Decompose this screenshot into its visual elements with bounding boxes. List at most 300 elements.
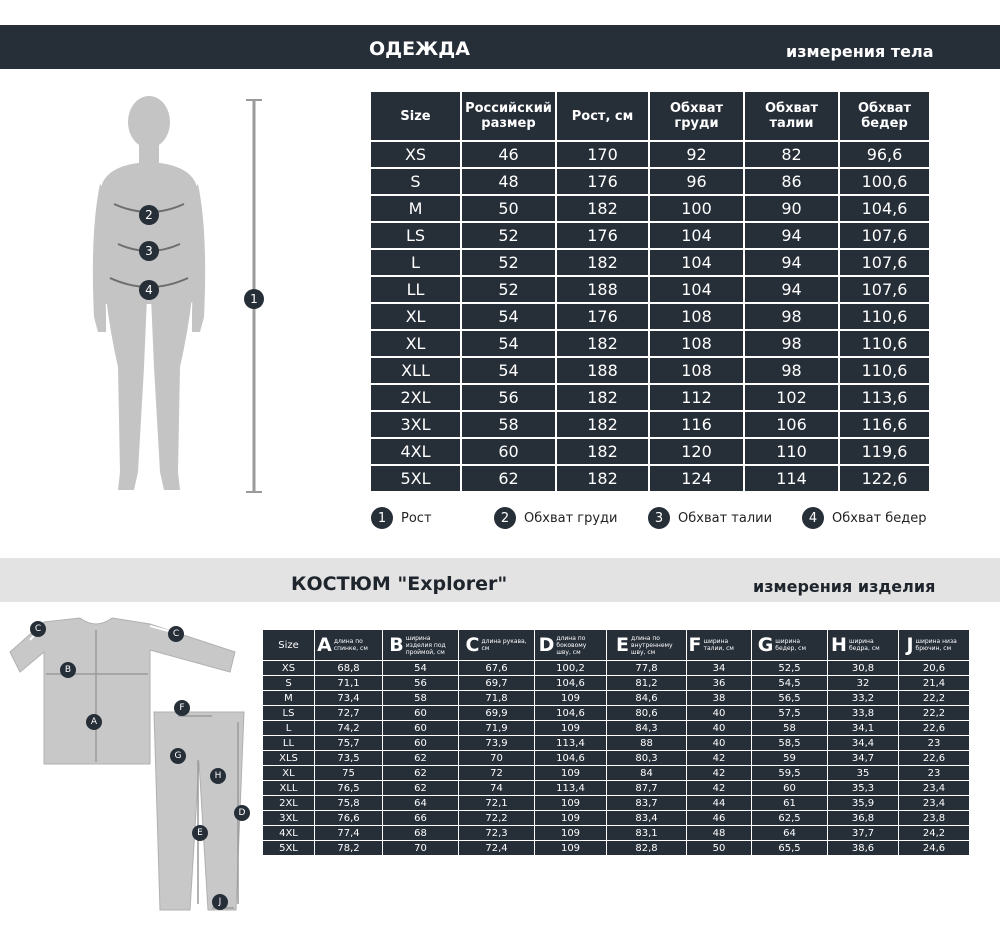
table-row	[263, 676, 969, 690]
column-letter: E	[616, 634, 629, 656]
table-cell: 188	[557, 358, 648, 383]
table-row	[263, 796, 969, 810]
table-cell: 58	[383, 691, 458, 705]
table-cell: 104,6	[535, 751, 606, 765]
table-cell: 5XL	[371, 466, 460, 491]
table-cell: 113,6	[840, 385, 929, 410]
table-cell: 109	[535, 721, 606, 735]
table-cell: L	[263, 721, 314, 735]
table-cell: 70	[383, 841, 458, 855]
table-row	[371, 169, 929, 194]
table-cell: 182	[557, 250, 648, 275]
table-cell: 188	[557, 277, 648, 302]
table-cell: 100	[650, 196, 743, 221]
garment-illustration	[0, 612, 262, 917]
marker-chest-2: 2	[139, 205, 159, 225]
table-cell: 44	[687, 796, 751, 810]
table-cell: 75,7	[315, 736, 382, 750]
legend-item-height	[371, 507, 432, 529]
marker-waist-width-f: F	[174, 700, 190, 716]
table-cell: 182	[557, 385, 648, 410]
table-cell: 84	[607, 766, 686, 780]
table-cell: 58	[752, 721, 827, 735]
column-description: ширина талии, см	[703, 638, 734, 652]
column-letter: B	[389, 634, 404, 656]
table-row	[371, 277, 929, 302]
column-letter: F	[688, 634, 702, 656]
table-cell: 94	[745, 250, 838, 275]
table-cell: 61	[752, 796, 827, 810]
table-cell: 60	[752, 781, 827, 795]
table-cell: 71,8	[459, 691, 534, 705]
column-letter: H	[831, 634, 847, 656]
table-cell: 71,9	[459, 721, 534, 735]
table-cell: 23	[899, 766, 969, 780]
table-cell: LL	[371, 277, 460, 302]
marker-side-length-d: D	[234, 805, 250, 821]
section-subtitle-garment: измерения изделия	[753, 577, 936, 596]
table-cell: L	[371, 250, 460, 275]
table-cell: 83,4	[607, 811, 686, 825]
table-cell: 104,6	[840, 196, 929, 221]
table-cell: 76,6	[315, 811, 382, 825]
table-cell: 38,6	[828, 841, 898, 855]
table-row	[263, 781, 969, 795]
column-header: Российский размер	[462, 92, 555, 140]
table-cell: 56	[462, 385, 555, 410]
column-header: Рост, см	[557, 92, 648, 140]
table-cell: 36	[687, 676, 751, 690]
column-letter: D	[538, 634, 555, 656]
column-header	[535, 630, 606, 660]
legend-label: Обхват груди	[524, 510, 618, 526]
column-description: ширина низа брючин, см	[915, 638, 957, 652]
table-cell: 66	[383, 811, 458, 825]
marker-thigh-width-h: H	[210, 768, 226, 784]
table-row	[371, 358, 929, 383]
table-cell: 100,2	[535, 661, 606, 675]
table-cell: XS	[371, 142, 460, 167]
table-cell: 48	[462, 169, 555, 194]
marker-inseam-length-e: E	[192, 825, 208, 841]
table-cell: 94	[745, 277, 838, 302]
legend-label: Обхват бедер	[832, 510, 927, 526]
table-cell: 38	[687, 691, 751, 705]
table-cell: 72,3	[459, 826, 534, 840]
table-cell: 52	[462, 277, 555, 302]
table-cell: LS	[263, 706, 314, 720]
table-cell: 35,9	[828, 796, 898, 810]
table-cell: 106	[745, 412, 838, 437]
column-description: ширина бедра, см	[848, 638, 880, 652]
column-header	[752, 630, 827, 660]
table-cell: 80,6	[607, 706, 686, 720]
table-cell: 42	[687, 781, 751, 795]
table-cell: 182	[557, 331, 648, 356]
table-cell: 58	[462, 412, 555, 437]
table-cell: 176	[557, 169, 648, 194]
table-cell: 50	[462, 196, 555, 221]
table-row	[263, 736, 969, 750]
legend-item-waist	[648, 507, 772, 529]
table-cell: 70	[459, 751, 534, 765]
marker-sleeve-length-c: C	[30, 621, 46, 637]
table-cell: 36,8	[828, 811, 898, 825]
column-header	[687, 630, 751, 660]
table-cell: 176	[557, 223, 648, 248]
table-cell: 72,7	[315, 706, 382, 720]
table-header-row	[371, 92, 929, 140]
table-cell: 3XL	[263, 811, 314, 825]
table-cell: 54	[383, 661, 458, 675]
table-cell: 59,5	[752, 766, 827, 780]
legend-number: 1	[371, 507, 393, 529]
table-cell: 59	[752, 751, 827, 765]
table-cell: 109	[535, 826, 606, 840]
table-cell: 34,4	[828, 736, 898, 750]
marker-back-length-a: A	[86, 714, 102, 730]
table-cell: 22,2	[899, 691, 969, 705]
table-cell: 42	[687, 766, 751, 780]
table-row	[371, 250, 929, 275]
table-cell: 60	[462, 439, 555, 464]
table-cell: 30,8	[828, 661, 898, 675]
table-cell: 75,8	[315, 796, 382, 810]
table-cell: 100,6	[840, 169, 929, 194]
table-cell: 22,6	[899, 751, 969, 765]
table-cell: 68	[383, 826, 458, 840]
table-cell: 72,2	[459, 811, 534, 825]
table-cell: 110,6	[840, 331, 929, 356]
table-cell: 116	[650, 412, 743, 437]
table-cell: 76,5	[315, 781, 382, 795]
column-letter: A	[317, 634, 332, 656]
table-cell: 5XL	[263, 841, 314, 855]
table-cell: 22,2	[899, 706, 969, 720]
table-row	[371, 331, 929, 356]
table-cell: 81,2	[607, 676, 686, 690]
table-row	[263, 661, 969, 675]
section-subtitle-body: измерения тела	[786, 42, 934, 61]
column-header	[315, 630, 382, 660]
table-cell: 96	[650, 169, 743, 194]
table-row	[263, 826, 969, 840]
table-cell: XLL	[263, 781, 314, 795]
column-description: ширина бедер, см	[775, 638, 806, 652]
table-cell: 176	[557, 304, 648, 329]
table-row	[371, 304, 929, 329]
table-row	[263, 706, 969, 720]
legend-number: 4	[802, 507, 824, 529]
table-cell: 107,6	[840, 277, 929, 302]
table-cell: 77,4	[315, 826, 382, 840]
marker-height-1: 1	[244, 289, 264, 309]
table-cell: 23	[899, 736, 969, 750]
table-cell: 54	[462, 304, 555, 329]
table-cell: XL	[371, 331, 460, 356]
table-cell: 20,6	[899, 661, 969, 675]
table-cell: 3XL	[371, 412, 460, 437]
column-header	[828, 630, 898, 660]
table-cell: 82	[745, 142, 838, 167]
table-cell: 83,1	[607, 826, 686, 840]
table-cell: 54	[462, 358, 555, 383]
table-cell: 108	[650, 304, 743, 329]
table-cell: 46	[462, 142, 555, 167]
table-cell: LL	[263, 736, 314, 750]
table-cell: 73,9	[459, 736, 534, 750]
table-cell: 40	[687, 706, 751, 720]
table-cell: 78,2	[315, 841, 382, 855]
table-cell: 52,5	[752, 661, 827, 675]
table-header-row	[263, 630, 969, 660]
table-cell: 58,5	[752, 736, 827, 750]
table-cell: 62	[383, 751, 458, 765]
table-cell: 109	[535, 841, 606, 855]
table-cell: 71,1	[315, 676, 382, 690]
table-cell: 112	[650, 385, 743, 410]
table-cell: 116,6	[840, 412, 929, 437]
table-cell: 69,9	[459, 706, 534, 720]
legend-number: 3	[648, 507, 670, 529]
table-row	[263, 811, 969, 825]
table-cell: 104	[650, 277, 743, 302]
table-cell: 24,6	[899, 841, 969, 855]
table-cell: 2XL	[263, 796, 314, 810]
table-cell: M	[371, 196, 460, 221]
table-cell: 113,4	[535, 736, 606, 750]
table-cell: 104	[650, 223, 743, 248]
table-row	[263, 691, 969, 705]
table-cell: 35	[828, 766, 898, 780]
table-row	[371, 196, 929, 221]
table-cell: 77,8	[607, 661, 686, 675]
table-cell: 34	[687, 661, 751, 675]
table-cell: 113,4	[535, 781, 606, 795]
legend-label: Рост	[401, 510, 432, 526]
table-cell: 84,3	[607, 721, 686, 735]
legend-number: 2	[494, 507, 516, 529]
table-cell: 35,3	[828, 781, 898, 795]
column-letter: C	[465, 634, 480, 656]
table-cell: 83,7	[607, 796, 686, 810]
table-cell: 54	[462, 331, 555, 356]
legend-item-hips	[802, 507, 927, 529]
table-cell: 98	[745, 358, 838, 383]
human-figure-illustration	[80, 92, 300, 512]
column-header: Обхват груди	[650, 92, 743, 140]
table-cell: 34,7	[828, 751, 898, 765]
column-description: длина по внутреннему шву, см	[630, 634, 673, 656]
table-cell: 2XL	[371, 385, 460, 410]
table-cell: 23,4	[899, 796, 969, 810]
table-cell: XL	[263, 766, 314, 780]
column-letter: J	[906, 634, 914, 656]
table-cell: 72,4	[459, 841, 534, 855]
table-cell: XL	[371, 304, 460, 329]
table-cell: 90	[745, 196, 838, 221]
table-cell: 62	[383, 781, 458, 795]
table-cell: 80,3	[607, 751, 686, 765]
table-cell: 104,6	[535, 706, 606, 720]
table-cell: 21,4	[899, 676, 969, 690]
table-cell: 33,2	[828, 691, 898, 705]
table-cell: 182	[557, 439, 648, 464]
column-header: Обхват бедер	[840, 92, 929, 140]
table-cell: M	[263, 691, 314, 705]
table-row	[371, 223, 929, 248]
table-row	[263, 766, 969, 780]
table-cell: 72,1	[459, 796, 534, 810]
table-cell: 74	[459, 781, 534, 795]
table-cell: 110	[745, 439, 838, 464]
marker-waist-3: 3	[139, 241, 159, 261]
column-description: длина по боковому шву, см	[556, 634, 587, 656]
table-cell: 60	[383, 706, 458, 720]
table-cell: 62	[462, 466, 555, 491]
table-cell: XLL	[371, 358, 460, 383]
table-cell: 64	[383, 796, 458, 810]
table-cell: 108	[650, 331, 743, 356]
column-header	[459, 630, 534, 660]
table-cell: 182	[557, 412, 648, 437]
column-header	[899, 630, 969, 660]
column-header-size: Size	[263, 630, 314, 660]
table-cell: 110,6	[840, 304, 929, 329]
table-cell: 109	[535, 796, 606, 810]
table-cell: 87,7	[607, 781, 686, 795]
table-cell: 104,6	[535, 676, 606, 690]
table-row	[371, 412, 929, 437]
table-cell: 107,6	[840, 223, 929, 248]
column-description: ширина изделия под проймой, см	[405, 634, 446, 656]
table-cell: 56	[383, 676, 458, 690]
table-cell: 182	[557, 466, 648, 491]
marker-sleeve-length-c: C	[168, 626, 184, 642]
table-cell: 34,1	[828, 721, 898, 735]
column-header: Size	[371, 92, 460, 140]
table-row	[263, 841, 969, 855]
table-cell: 50	[687, 841, 751, 855]
table-cell: XS	[263, 661, 314, 675]
table-cell: 64	[752, 826, 827, 840]
column-letter: G	[757, 634, 774, 656]
table-cell: 94	[745, 223, 838, 248]
table-cell: 109	[535, 811, 606, 825]
table-cell: 62	[383, 766, 458, 780]
table-cell: 73,5	[315, 751, 382, 765]
table-cell: S	[371, 169, 460, 194]
marker-hips-4: 4	[139, 280, 159, 300]
table-cell: 48	[687, 826, 751, 840]
table-cell: 54,5	[752, 676, 827, 690]
table-cell: 124	[650, 466, 743, 491]
table-cell: 62,5	[752, 811, 827, 825]
table-cell: 73,4	[315, 691, 382, 705]
table-cell: 24,2	[899, 826, 969, 840]
table-cell: 182	[557, 196, 648, 221]
table-cell: 40	[687, 736, 751, 750]
table-cell: 52	[462, 250, 555, 275]
table-cell: 119,6	[840, 439, 929, 464]
table-cell: 57,5	[752, 706, 827, 720]
table-cell: 108	[650, 358, 743, 383]
table-cell: 122,6	[840, 466, 929, 491]
column-description: длина по спинке, см	[333, 638, 368, 652]
body-measurements-table	[369, 90, 931, 493]
table-cell: 98	[745, 304, 838, 329]
table-cell: 98	[745, 331, 838, 356]
table-cell: 68,8	[315, 661, 382, 675]
table-cell: 65,5	[752, 841, 827, 855]
table-row	[371, 466, 929, 491]
marker-hip-width-g: G	[170, 748, 186, 764]
table-cell: 102	[745, 385, 838, 410]
table-cell: 23,8	[899, 811, 969, 825]
garment-measurements-table	[262, 629, 970, 856]
table-cell: 32	[828, 676, 898, 690]
table-cell: LS	[371, 223, 460, 248]
table-cell: 60	[383, 736, 458, 750]
table-row	[371, 385, 929, 410]
table-cell: 107,6	[840, 250, 929, 275]
column-header: Обхват талии	[745, 92, 838, 140]
table-cell: 82,8	[607, 841, 686, 855]
table-cell: 96,6	[840, 142, 929, 167]
table-cell: 69,7	[459, 676, 534, 690]
legend-label: Обхват талии	[678, 510, 773, 526]
table-cell: 4XL	[263, 826, 314, 840]
table-cell: 170	[557, 142, 648, 167]
table-row	[263, 751, 969, 765]
section-title-clothing: ОДЕЖДА	[369, 38, 470, 60]
table-cell: 37,7	[828, 826, 898, 840]
marker-chest-width-b: B	[60, 662, 76, 678]
table-cell: 114	[745, 466, 838, 491]
table-cell: 92	[650, 142, 743, 167]
table-cell: 74,2	[315, 721, 382, 735]
table-cell: 109	[535, 766, 606, 780]
table-row	[263, 721, 969, 735]
table-cell: 109	[535, 691, 606, 705]
table-cell: 4XL	[371, 439, 460, 464]
table-cell: 52	[462, 223, 555, 248]
table-cell: 110,6	[840, 358, 929, 383]
table-row	[371, 439, 929, 464]
table-cell: 33,8	[828, 706, 898, 720]
table-cell: 60	[383, 721, 458, 735]
table-cell: 56,5	[752, 691, 827, 705]
table-cell: 22,6	[899, 721, 969, 735]
table-cell: 46	[687, 811, 751, 825]
table-cell: 40	[687, 721, 751, 735]
table-cell: S	[263, 676, 314, 690]
table-cell: 72	[459, 766, 534, 780]
table-cell: 86	[745, 169, 838, 194]
table-row	[371, 142, 929, 167]
table-cell: 88	[607, 736, 686, 750]
table-cell: 75	[315, 766, 382, 780]
table-cell: 42	[687, 751, 751, 765]
column-header	[607, 630, 686, 660]
table-cell: 84,6	[607, 691, 686, 705]
table-cell: 120	[650, 439, 743, 464]
section-title-suit: КОСТЮМ "Explorer"	[291, 573, 508, 595]
column-description: длина рукава, см	[481, 638, 527, 652]
table-cell: 67,6	[459, 661, 534, 675]
legend-item-chest	[494, 507, 618, 529]
marker-hem-width-j: J	[212, 894, 228, 910]
